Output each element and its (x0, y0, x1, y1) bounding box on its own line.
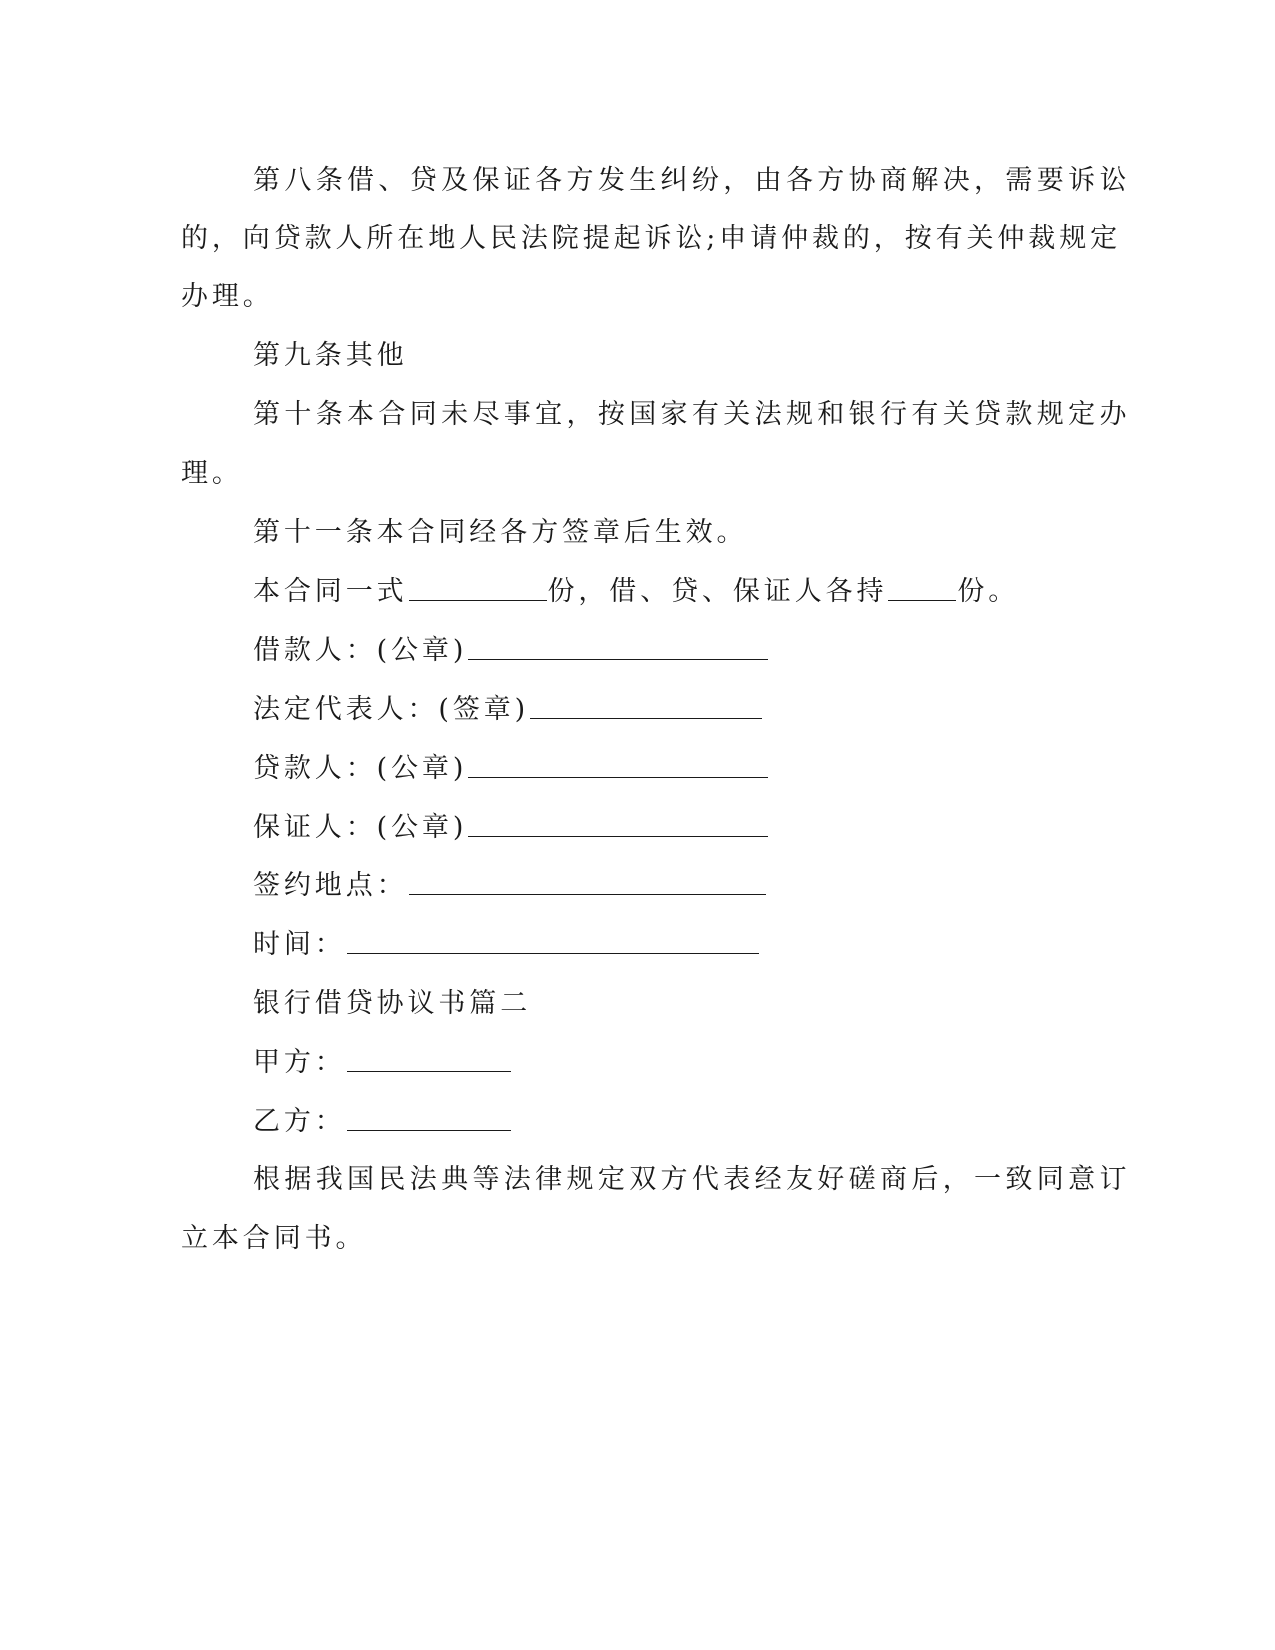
guarantor-blank[interactable] (468, 812, 768, 837)
copies-suffix: 份。 (957, 576, 1020, 607)
borrower-blank[interactable] (468, 635, 768, 660)
article-10-line-2: 理。 (181, 458, 243, 489)
copies-prefix: 本合同一式 (253, 576, 408, 607)
legal-rep-blank[interactable] (530, 694, 762, 719)
party-a-line (253, 1046, 512, 1080)
copies-middle: 份，借、贷、保证人各持 (547, 576, 888, 607)
borrower-line (253, 634, 769, 668)
borrower-label: 借款人：(公章) (253, 635, 468, 666)
section-2-title: 银行借贷协议书篇二 (253, 988, 532, 1019)
lender-blank[interactable] (468, 753, 768, 778)
legal-rep-label: 法定代表人：(签章) (253, 694, 530, 725)
copies-each-blank[interactable] (888, 576, 956, 601)
lender-line (253, 752, 769, 786)
party-a-blank[interactable] (347, 1047, 511, 1072)
time-line (253, 928, 760, 962)
party-b-blank[interactable] (347, 1106, 511, 1131)
article-10-line-1: 第十条本合同未尽事宜，按国家有关法规和银行有关贷款规定办 (253, 399, 1131, 430)
place-blank[interactable] (409, 870, 766, 895)
legal-rep-line (253, 693, 763, 727)
place-label: 签约地点： (253, 870, 408, 901)
party-a-label: 甲方： (253, 1047, 346, 1078)
place-line (253, 869, 767, 903)
preamble-line-2: 立本合同书。 (181, 1223, 367, 1254)
article-8-line-3: 办理。 (181, 281, 274, 312)
copies-total-blank[interactable] (409, 576, 547, 601)
time-label: 时间： (253, 929, 346, 960)
copies-line (253, 575, 1019, 609)
party-b-label: 乙方： (253, 1106, 346, 1137)
lender-label: 贷款人：(公章) (253, 753, 468, 784)
time-blank[interactable] (347, 929, 759, 954)
guarantor-label: 保证人：(公章) (253, 812, 468, 843)
article-11: 第十一条本合同经各方签章后生效。 (253, 517, 748, 548)
preamble-line-1: 根据我国民法典等法律规定双方代表经友好磋商后，一致同意订 (253, 1164, 1131, 1195)
article-8-line-1: 第八条借、贷及保证各方发生纠纷，由各方协商解决，需要诉讼 (253, 165, 1131, 196)
article-9: 第九条其他 (253, 340, 408, 371)
article-8-line-2: 的，向贷款人所在地人民法院提起诉讼;申请仲裁的，按有关仲裁规定 (181, 223, 1121, 254)
party-b-line (253, 1105, 512, 1139)
guarantor-line (253, 811, 769, 845)
